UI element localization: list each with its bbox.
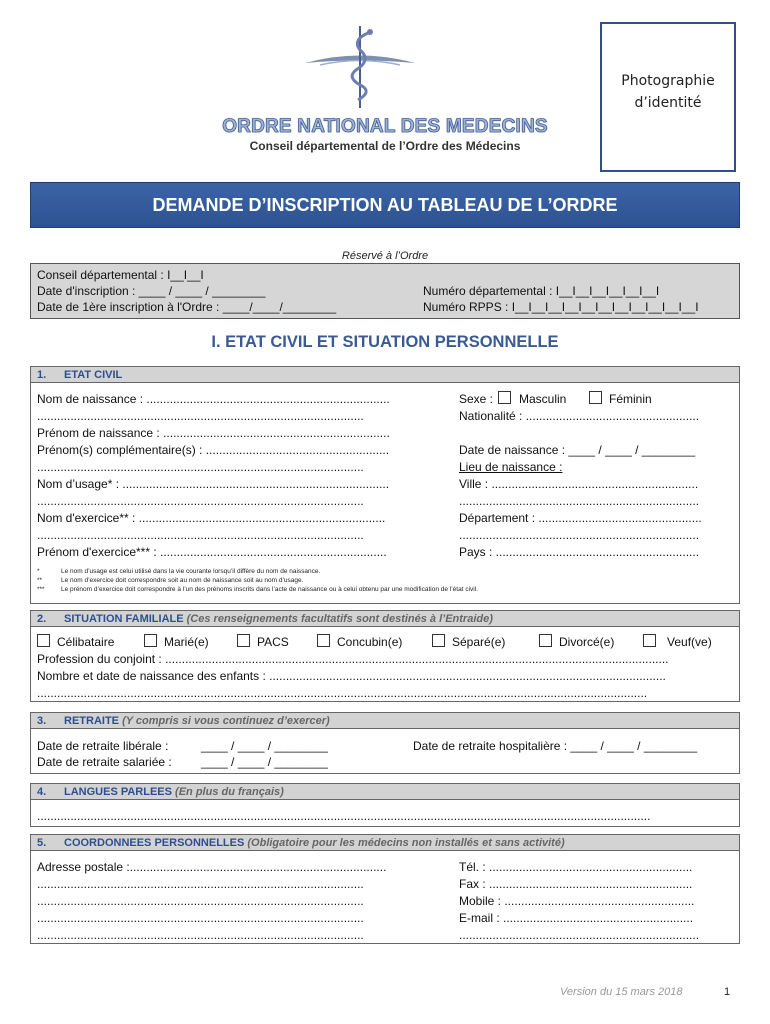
version-text: Version du 15 mars 2018 xyxy=(560,986,683,998)
mobile-field[interactable]: Mobile : ......................................................... xyxy=(459,894,695,908)
footnote-exercice: Le nom d’exercice doit correspondre soit au nom de naissance soit au nom d’usage. xyxy=(61,577,304,584)
retraite-salariee-label: Date de retraite salariée : xyxy=(37,755,172,769)
caduceus-logo-icon xyxy=(300,18,420,113)
date-inscription: Date d'inscription : ____ / ____ / ________ xyxy=(37,284,266,298)
nom-naissance-field[interactable]: Nom de naissance : ......................................................................... xyxy=(37,392,390,406)
section-heading: ETAT CIVIL xyxy=(64,369,123,381)
dots-line[interactable]: .................................................................................................. xyxy=(37,460,364,474)
section-heading: SITUATION FAMILIALE (Ces renseignements facultatifs sont destinés à l’Entraide) xyxy=(64,613,493,625)
veuf-label: Veuf(ve) xyxy=(667,635,712,649)
coordonnees-header xyxy=(31,835,739,851)
retraite-salariee-field[interactable]: ____ / ____ / ________ xyxy=(201,755,328,769)
retraite-hospitaliere-field[interactable]: Date de retraite hospitalière : ____ / ____ / ________ xyxy=(413,739,698,753)
adresse-field[interactable]: Adresse postale :............................................................................. xyxy=(37,860,387,874)
retraite-liberale-label: Date de retraite libérale : xyxy=(37,739,169,753)
dots-line[interactable]: ........................................................................ xyxy=(459,928,700,942)
dots-line[interactable]: .................................................................................................. xyxy=(37,494,364,508)
dots-line[interactable]: ........................................................................ xyxy=(459,494,700,508)
divorce-checkbox[interactable] xyxy=(539,634,552,647)
section-number: 1. xyxy=(37,369,47,381)
fax-field[interactable]: Fax : ............................................................. xyxy=(459,877,693,891)
numero-rpps: Numéro RPPS : I__I__I__I__I__I__I__I__I__I__I__I xyxy=(423,300,699,314)
numero-departemental: Numéro départemental : I__I__I__I__I__I__I xyxy=(423,284,660,298)
situation-familiale-section xyxy=(30,610,740,702)
dots-line[interactable]: .................................................................................................. xyxy=(37,409,364,423)
photo-placeholder[interactable] xyxy=(600,22,736,172)
separe-checkbox[interactable] xyxy=(432,634,445,647)
footnote-mark: *** xyxy=(37,586,45,593)
prenoms-complementaires-field[interactable]: Prénom(s) complémentaire(s) : ....................................................... xyxy=(37,443,390,457)
coordonnees-section xyxy=(30,834,740,944)
section-title: I. ETAT CIVIL ET SITUATION PERSONNELLE xyxy=(211,333,559,351)
email-field[interactable]: E-mail : ......................................................... xyxy=(459,911,694,925)
nationalite-field[interactable]: Nationalité : .................................................... xyxy=(459,409,700,423)
separe-label: Séparé(e) xyxy=(452,635,506,649)
footnote-mark: ** xyxy=(37,577,43,584)
footnote-mark: * xyxy=(37,568,40,575)
org-subtitle: Conseil départemental de l’Ordre des Médecins xyxy=(249,139,521,153)
section-subtitle: (Ces renseignements facultatifs sont destinés à l’Entraide) xyxy=(186,613,493,625)
feminin-checkbox[interactable] xyxy=(589,391,602,404)
retraite-liberale-field[interactable]: ____ / ____ / ________ xyxy=(201,739,328,753)
date-naissance-field[interactable]: Date de naissance : ____ / ____ / ________ xyxy=(459,443,696,457)
dots-line[interactable]: .................................................................................................. xyxy=(37,928,364,942)
feminin-label: Féminin xyxy=(609,392,652,406)
enfants-field[interactable]: Nombre et date de naissance des enfants : ....................................................................................................................... xyxy=(37,669,666,683)
section-number: 3. xyxy=(37,715,47,727)
section-subtitle: (Obligatoire pour les médecins non installés et sans activité) xyxy=(247,837,565,849)
dots-line[interactable]: .................................................................................................. xyxy=(37,894,364,908)
reserve-label: Réservé à l’Ordre xyxy=(341,250,429,262)
langues-section xyxy=(30,783,740,827)
org-name: ORDRE NATIONAL DES MEDECINS xyxy=(222,116,548,137)
concubin-label: Concubin(e) xyxy=(337,635,403,649)
ville-field[interactable]: Ville : .............................................................. xyxy=(459,477,699,491)
footnote-prenom: Le prénom d’exercice doit correspondre à l’un des prénoms inscrits dans l’acte de naissance ou à celui obtenu par une modification de l’état civil. xyxy=(61,586,478,593)
celibataire-checkbox[interactable] xyxy=(37,634,50,647)
photo-label: Photographie d’identité xyxy=(621,73,715,111)
situation-header xyxy=(31,611,739,627)
section-subtitle: (Y compris si vous continuez d’exercer) xyxy=(122,715,330,727)
section-number: 2. xyxy=(37,613,47,625)
nom-exercice-field[interactable]: Nom d'exercice** : .......................................................................... xyxy=(37,511,386,525)
footnote-usage: Le nom d’usage est celui utilisé dans la vie courante lorsqu’il diffère du nom de naissance. xyxy=(61,568,321,575)
conseil-departemental: Conseil départemental : I__I__I xyxy=(37,268,204,282)
pays-field[interactable]: Pays : ............................................................. xyxy=(459,545,700,559)
reserve-box xyxy=(30,263,740,319)
dots-line[interactable]: .................................................................................................. xyxy=(37,877,364,891)
sexe-label: Sexe : xyxy=(459,392,494,406)
dots-line[interactable]: ........................................................................ xyxy=(459,528,700,542)
nom-usage-field[interactable]: Nom d’usage* : ................................................................................ xyxy=(37,477,390,491)
date-premiere-inscription: Date de 1ère inscription à l'Ordre : ____/____/________ xyxy=(37,300,337,314)
langues-header xyxy=(31,784,739,800)
page-title: DEMANDE D’INSCRIPTION AU TABLEAU DE L’ORDRE xyxy=(152,195,618,215)
langues-field[interactable]: ........................................................................................................................................................................................ xyxy=(37,809,651,823)
celibataire-label: Célibataire xyxy=(57,635,115,649)
masculin-label: Masculin xyxy=(519,392,567,406)
lieu-naissance-label: Lieu de naissance : xyxy=(459,460,563,474)
title-banner xyxy=(30,182,740,228)
dots-line[interactable]: .................................................................................................. xyxy=(37,528,364,542)
section-subtitle: (En plus du français) xyxy=(175,786,284,798)
etat-civil-section xyxy=(30,366,740,604)
dots-line[interactable]: .................................................................................................. xyxy=(37,911,364,925)
section-heading: COORDONNEES PERSONNELLES (Obligatoire pour les médecins non installés et sans activité) xyxy=(64,837,565,849)
profession-conjoint-field[interactable]: Profession du conjoint : ....................................................................................................................................................... xyxy=(37,652,669,666)
retraite-section xyxy=(30,712,740,774)
page-number: 1 xyxy=(724,986,731,998)
section-number: 4. xyxy=(37,786,47,798)
pacs-checkbox[interactable] xyxy=(237,634,250,647)
veuf-checkbox[interactable] xyxy=(643,634,656,647)
divorce-label: Divorcé(e) xyxy=(559,635,615,649)
prenom-exercice-field[interactable]: Prénom d'exercice*** : .................................................................... xyxy=(37,545,387,559)
marie-label: Marié(e) xyxy=(164,635,209,649)
etat-civil-header xyxy=(31,367,739,383)
section-heading: RETRAITE (Y compris si vous continuez d’exercer) xyxy=(64,715,330,727)
tel-field[interactable]: Tél. : ............................................................. xyxy=(459,860,693,874)
concubin-checkbox[interactable] xyxy=(317,634,330,647)
masculin-checkbox[interactable] xyxy=(498,391,511,404)
dots-line[interactable]: ....................................................................................................................................................................................... xyxy=(37,686,648,700)
section-heading: LANGUES PARLEES (En plus du français) xyxy=(64,786,284,798)
retraite-header xyxy=(31,713,739,729)
departement-field[interactable]: Département : ................................................. xyxy=(459,511,702,525)
pacs-label: PACS xyxy=(257,635,289,649)
marie-checkbox[interactable] xyxy=(144,634,157,647)
section-number: 5. xyxy=(37,837,47,849)
prenom-naissance-field[interactable]: Prénom de naissance : .................................................................... xyxy=(37,426,390,440)
